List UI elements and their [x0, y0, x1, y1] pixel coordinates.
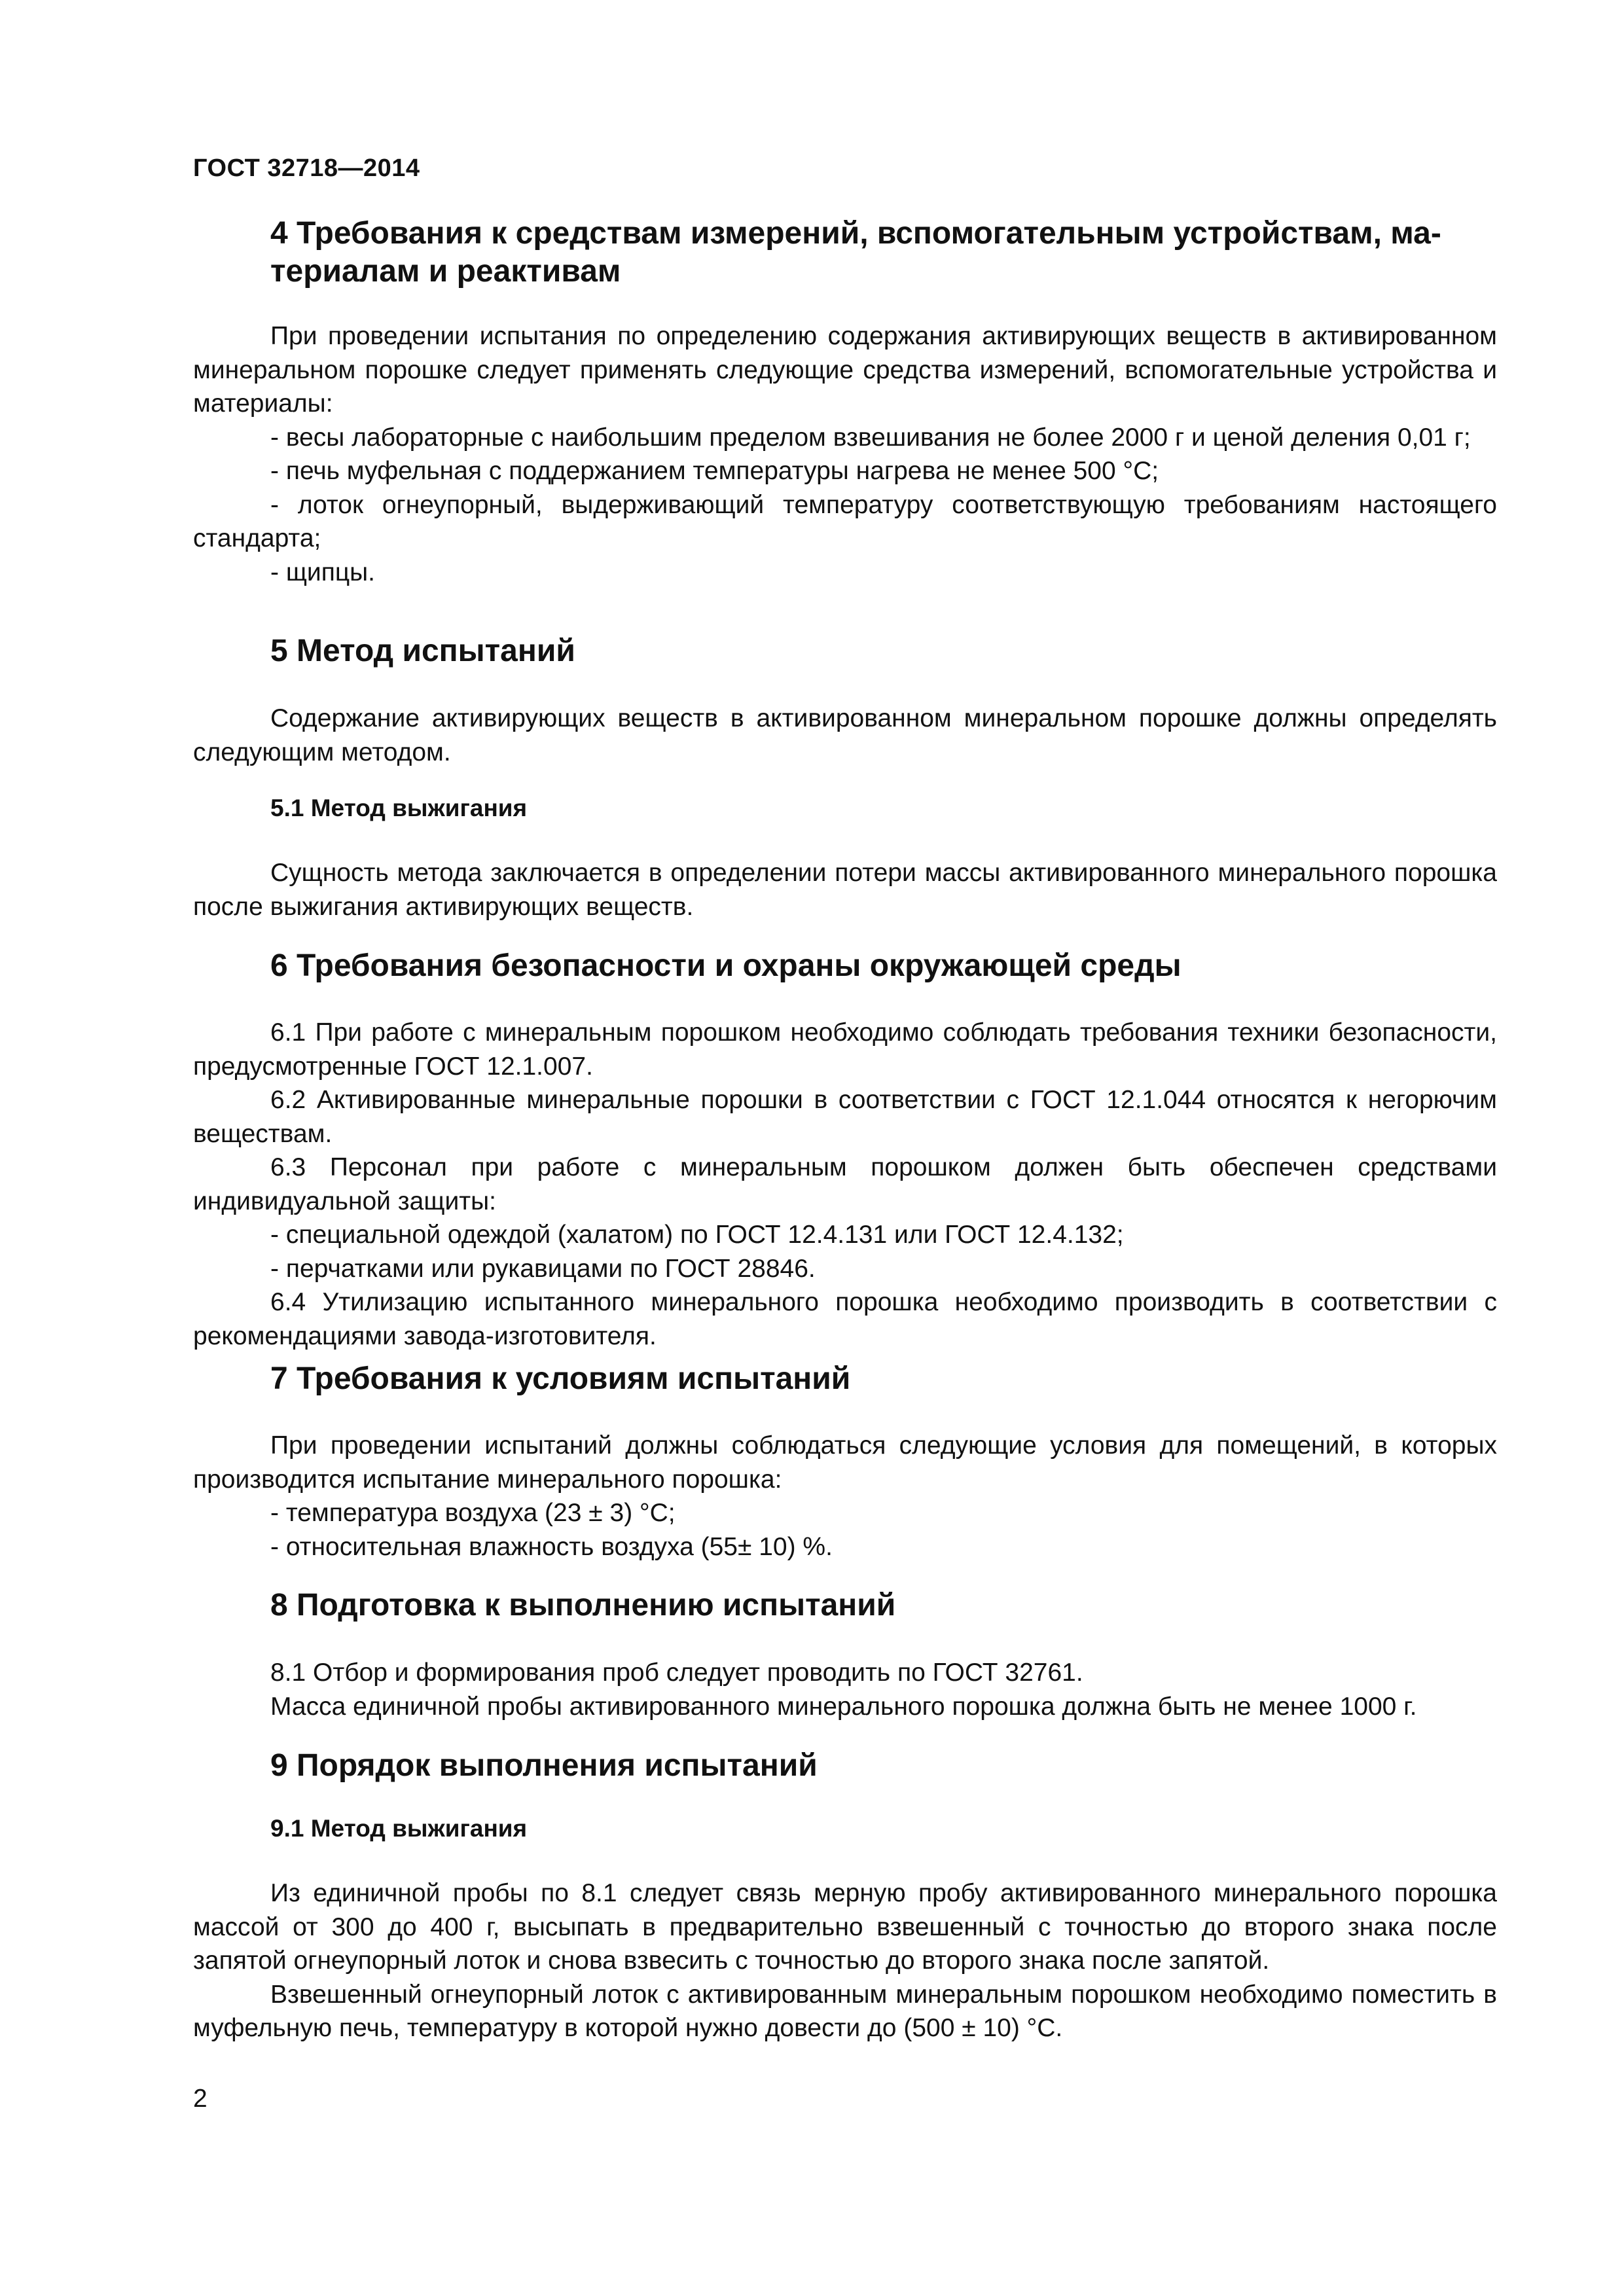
- section-6-body: [193, 1016, 1497, 1353]
- section-8-title: 8 Подготовка к выполнению испытаний: [270, 1588, 896, 1623]
- section-8-line-2: Масса единичной пробы активированного минерального порошка должна быть не менее 1000 г.: [270, 1692, 1417, 1721]
- section-5: [193, 632, 1497, 670]
- section-4-intro: При проведении испытания по определению содержания активирующих веществ в активированном минеральном порошке следует применять следующие средства измерений, вспомогательные устройства и материалы:: [193, 322, 1497, 418]
- section-4-item-4: - щипцы.: [270, 558, 376, 586]
- section-8: [193, 1587, 1497, 1624]
- section-5-body: [193, 702, 1497, 769]
- section-6-item-2: - перчатками или рукавицами по ГОСТ 28846.: [270, 1254, 816, 1283]
- section-8-line-1: 8.1 Отбор и формирования проб следует проводить по ГОСТ 32761.: [270, 1659, 1083, 1687]
- section-4: [193, 215, 1497, 291]
- section-4-item-3: - лоток огнеупорный, выдерживающий температуру соответствующую требованиям настоящего стандарта;: [193, 490, 1497, 552]
- section-7-item-1: - температура воздуха (23 ± 3) °С;: [270, 1499, 676, 1527]
- section-6-p1: 6.1 При работе с минеральным порошком необходимо соблюдать требования техники безопасности, предусмотренные ГОСТ 12.1.007.: [193, 1018, 1497, 1081]
- section-7-item-2: - относительная влажность воздуха (55± 10) %.: [270, 1532, 833, 1561]
- section-9-1-title: 9.1 Метод выжигания: [270, 1815, 528, 1842]
- section-4-title: [193, 215, 1497, 291]
- section-4-body: [193, 319, 1497, 589]
- document-code-header: ГОСТ 32718—2014: [193, 154, 420, 182]
- section-5-1-text: Сущность метода заключается в определении потери массы активированного минерального порошка после выжигания активирующих веществ.: [193, 859, 1497, 921]
- section-5-text: Содержание активирующих веществ в активированном минеральном порошке должны определять следующим методом.: [193, 704, 1497, 766]
- section-9-1-p2: Взвешенный огнеупорный лоток с активированным минеральным порошком необходимо поместить в муфельную печь, температуру в которой нужно довести до (500 ± 10) °С.: [193, 1980, 1497, 2042]
- section-4-title-line-2: териалам и реактивам: [270, 254, 621, 289]
- section-7-title: 7 Требования к условиям испытаний: [270, 1361, 851, 1396]
- section-9-1-body: [193, 1876, 1497, 2045]
- section-8-body: [193, 1656, 1497, 1723]
- section-6-p3: 6.3 Персонал при работе с минеральным порошком должен быть обеспечен средствами индивидуальной защиты:: [193, 1153, 1497, 1215]
- section-9-title: 9 Порядок выполнения испытаний: [270, 1748, 818, 1783]
- section-5-1: [193, 793, 1497, 824]
- section-7-text: При проведении испытаний должны соблюдаться следующие условия для помещений, в которых производится испытание минерального порошка:: [193, 1431, 1497, 1494]
- section-9: [193, 1747, 1497, 1785]
- section-4-item-2: - печь муфельная с поддержанием температуры нагрева не менее 500 °С;: [270, 457, 1159, 485]
- section-9-1-p1: Из единичной пробы по 8.1 следует связь мерную пробу активированного минерального порошка массой от 300 до 400 г, высыпать в предварительно взвешенный с точностью до второго знака после запятой огнеупорный лоток и снова взвесить с точностью до второго знака после запятой.: [193, 1879, 1497, 1975]
- section-6-p2: 6.2 Активированные минеральные порошки в соответствии с ГОСТ 12.1.044 относятся к негорючим веществам.: [193, 1086, 1497, 1148]
- page-number: 2: [193, 2085, 208, 2113]
- section-5-1-title: 5.1 Метод выжигания: [270, 795, 528, 821]
- section-6-p4: 6.4 Утилизацию испытанного минерального порошка необходимо производить в соответствии с рекомендациями завода-изготовителя.: [193, 1288, 1497, 1350]
- section-6-title: 6 Требования безопасности и охраны окружающей среды: [270, 948, 1182, 983]
- section-4-title-line-1: 4 Требования к средствам измерений, вспомогательным устройствам, ма-: [270, 216, 1441, 251]
- section-5-title: 5 Метод испытаний: [270, 634, 575, 668]
- section-4-item-1: - весы лабораторные с наибольшим пределом взвешивания не более 2000 г и ценой деления 0,01 г;: [270, 423, 1471, 452]
- section-5-1-body: [193, 856, 1497, 924]
- section-7: [193, 1360, 1497, 1398]
- section-6-item-1: - специальной одеждой (халатом) по ГОСТ 12.4.131 или ГОСТ 12.4.132;: [270, 1221, 1124, 1249]
- section-9-1: [193, 1813, 1497, 1844]
- section-7-body: [193, 1429, 1497, 1564]
- section-6: [193, 947, 1497, 985]
